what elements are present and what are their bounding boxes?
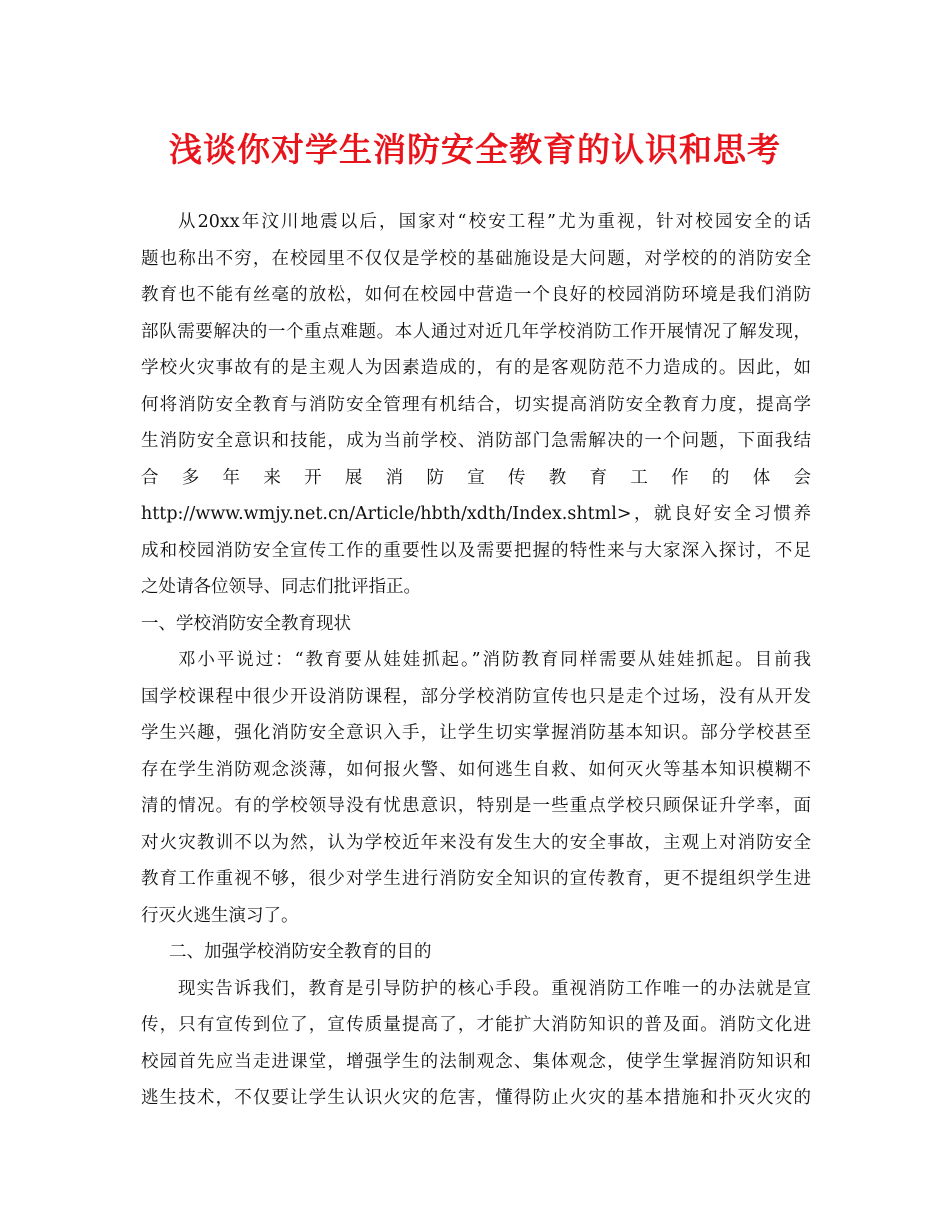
paragraph-line: 现实告诉我们，教育是引导防护的核心手段。重视消防工作唯一的办法就是宣 — [178, 978, 811, 999]
paragraph-line: 合 多 年 来 开 展 消 防 宣 传 教 育 工 作 的 体 会 — [141, 467, 811, 488]
paragraph-line: 存在学生消防观念淡薄，如何报火警、如何逃生自救、如何灭火等基本知识模糊不 — [141, 759, 811, 780]
paragraph-line: 教育工作重视不够，很少对学生进行消防安全知识的宣传教育，更不提组织学生进 — [141, 869, 811, 889]
paragraph-line: 学校火灾事故有的是主观人为因素造成的，有的是客观防范不力造成的。因此，如 — [141, 358, 811, 378]
section-heading-2: 二、加强学校消防安全教育的目的 — [169, 942, 432, 962]
paragraph-line-url: http://www.wmjy.net.cn/Article/hbth/xdth/Index.shtml>，就良好安全习惯养 — [141, 504, 811, 524]
document-body — [141, 204, 811, 1117]
paragraph-line: 对火灾教训不以为然，认为学校近年来没有发生大的安全事故，主观上对消防安全 — [141, 832, 811, 853]
paragraph-line: 从20xx年汶川地震以后，国家对“校安工程”尤为重视，针对校园安全的话 — [178, 212, 811, 232]
document-title: 浅谈你对学生消防安全教育的认识和思考 — [169, 130, 781, 169]
paragraph-line: 校园首先应当走进课堂，增强学生的法制观念、集体观念，使学生掌握消防知识和 — [141, 1051, 811, 1072]
paragraph-line: 部队需要解决的一个重点难题。本人通过对近几年学校消防工作开展情况了解发现， — [141, 321, 811, 342]
section-heading-1: 一、学校消防安全教育现状 — [141, 613, 351, 634]
paragraph-line: 教育也不能有丝毫的放松，如何在校园中营造一个良好的校园消防环境是我们消防 — [141, 285, 811, 305]
paragraph-line: 逃生技术，不仅要让学生认识火灾的危害，懂得防止火灾的基本措施和扑灭火灾的 — [141, 1088, 811, 1108]
paragraph-line: 清的情况。有的学校领导没有忧患意识，特别是一些重点学校只顾保证升学率，面 — [141, 796, 811, 816]
paragraph-line: 国学校课程中很少开设消防课程，部分学校消防宣传也只是走个过场，没有从开发 — [141, 686, 811, 707]
paragraph-line: 何将消防安全教育与消防安全管理有机结合，切实提高消防安全教育力度，提高学 — [141, 394, 811, 415]
paragraph-line: 行灭火逃生演习了。 — [141, 905, 299, 926]
paragraph-line: 学生兴趣，强化消防安全意识入手，让学生切实掌握消防基本知识。部分学校甚至 — [141, 723, 811, 743]
paragraph-line: 之处请各位领导、同志们批评指正。 — [141, 577, 421, 597]
paragraph-line: 传，只有宣传到位了，宣传质量提高了，才能扩大消防知识的普及面。消防文化进 — [141, 1015, 811, 1035]
paragraph-line: 邓小平说过：“教育要从娃娃抓起。”消防教育同样需要从娃娃抓起。目前我 — [178, 650, 811, 670]
paragraph-line: 成和校园消防安全宣传工作的重要性以及需要把握的特性来与大家深入探讨，不足 — [141, 540, 811, 561]
paragraph-line: 题也称出不穷，在校园里不仅仅是学校的基础施设是大问题，对学校的的消防安全 — [141, 248, 811, 269]
paragraph-line: 生消防安全意识和技能，成为当前学校、消防部门急需解决的一个问题，下面我结 — [141, 431, 811, 451]
